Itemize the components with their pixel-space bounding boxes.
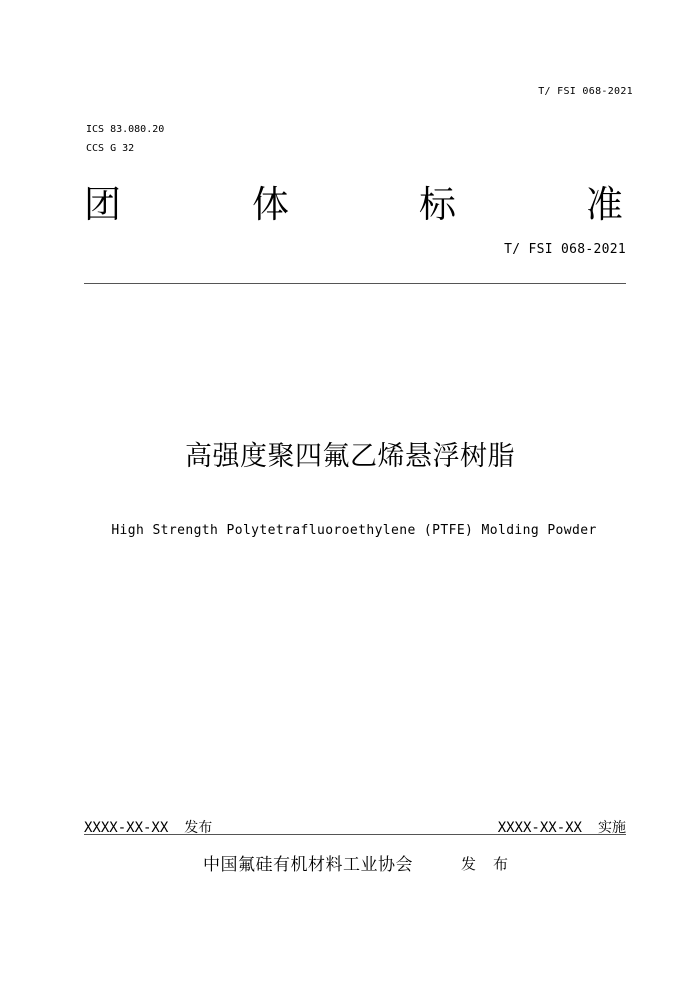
chinese-title: 高强度聚四氟乙烯悬浮树脂	[185, 441, 515, 472]
standard-type-char-1: 团	[84, 183, 121, 226]
publish-word	[461, 853, 508, 874]
publish-char-1: 发	[461, 855, 477, 873]
standard-type-char-3: 标	[419, 183, 456, 226]
issuing-organization: 中国氟硅有机材料工业协会	[203, 855, 413, 875]
publish-char-2: 布	[493, 855, 509, 873]
header-divider	[84, 283, 626, 284]
top-standard-code: T/ FSI 068-2021	[538, 86, 633, 97]
implement-date: XXXX-XX-XX	[497, 820, 582, 836]
standard-type-char-2: 体	[252, 183, 289, 226]
publish-date: XXXX-XX-XX	[84, 820, 169, 836]
implement-label: 实施	[598, 820, 626, 836]
publish-label: 发布	[184, 820, 213, 836]
ics-code: ICS 83.080.20	[86, 124, 165, 135]
english-title: High Strength Polytetrafluoroethylene (PTFE) Molding Powder	[111, 523, 597, 538]
standard-type-char-4: 准	[586, 183, 623, 226]
standard-code: T/ FSI 068-2021	[504, 242, 626, 257]
footer-divider	[84, 834, 626, 835]
ccs-code: CCS G 32	[86, 143, 135, 154]
